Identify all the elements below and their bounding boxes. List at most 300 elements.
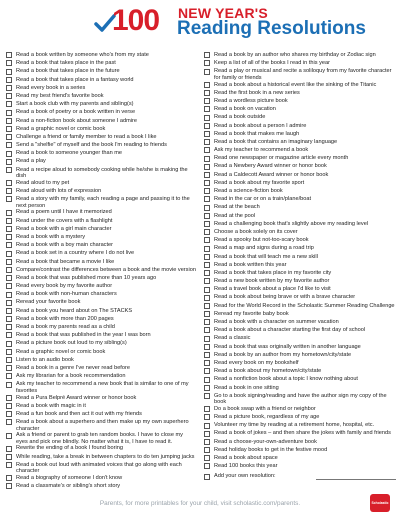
checklist-item bbox=[6, 411, 196, 419]
checkbox[interactable] bbox=[204, 352, 210, 358]
checklist-item bbox=[204, 368, 396, 376]
checklist-item-label: Read a book outside bbox=[214, 114, 266, 121]
checklist-item-label: Reread my favorite baby book bbox=[214, 310, 289, 317]
checklist-item-label: Read a book written by someone who's from my state bbox=[16, 52, 149, 58]
checkbox[interactable] bbox=[6, 324, 12, 330]
checkbox[interactable] bbox=[204, 229, 210, 235]
left-checklist bbox=[6, 52, 196, 491]
checklist-item-label: Read a classic bbox=[214, 335, 251, 342]
footer-text: Parents, for more printables for your child, visit scholastic.com/parents. bbox=[99, 500, 301, 507]
number-100: 100 bbox=[112, 4, 160, 37]
checklist-item-label: Read every book by my favorite author bbox=[16, 283, 113, 290]
checklist-item-label: Read a choose-your-own-adventure book bbox=[214, 438, 317, 445]
checklist-item-label: Read a book that was originally written in another language bbox=[214, 343, 361, 350]
checkbox[interactable] bbox=[6, 142, 12, 148]
checklist-item-label: Read 100 books this year bbox=[214, 463, 278, 470]
checkbox[interactable] bbox=[6, 151, 12, 157]
checkbox[interactable] bbox=[6, 118, 12, 124]
checkbox[interactable] bbox=[204, 131, 210, 137]
checkbox[interactable] bbox=[6, 267, 12, 273]
checkbox[interactable] bbox=[6, 341, 12, 347]
checklist-item bbox=[6, 403, 196, 411]
checklist-item bbox=[6, 234, 196, 242]
checklist-item bbox=[6, 395, 196, 403]
checkbox[interactable] bbox=[6, 210, 12, 216]
checklist-item-label: Read a graphic novel or comic book bbox=[16, 348, 106, 355]
checklist-item bbox=[204, 447, 396, 455]
checklist-item-label: Listen to an audio book bbox=[16, 356, 74, 363]
checklist-item-label: Read every book on my bookshelf bbox=[214, 359, 299, 366]
checklist-item-label: Ask a friend or parent to grab ten random books. I have to close my eyes and pick one blindly. No matter what it is, I have to read it. bbox=[16, 432, 183, 445]
checklist-item bbox=[6, 340, 196, 348]
checkbox[interactable] bbox=[204, 205, 210, 211]
checklist-item bbox=[6, 209, 196, 217]
checklist-item bbox=[204, 335, 396, 343]
checklist-item bbox=[204, 262, 396, 270]
checklist-item bbox=[6, 308, 196, 316]
checkbox[interactable] bbox=[204, 295, 210, 301]
checklist-item bbox=[204, 352, 396, 360]
checkbox[interactable] bbox=[204, 106, 210, 112]
checklist-item bbox=[6, 373, 196, 381]
checklist-item bbox=[204, 430, 396, 438]
checklist-item-label: Read a Pura Belpré Award winner or honor book bbox=[16, 394, 137, 401]
checklist-item-label: Read aloud to my pet bbox=[16, 179, 70, 186]
checklist-item-label: Read a book written this year bbox=[214, 261, 287, 268]
checklist-item bbox=[204, 327, 396, 335]
checklist-item-label: Read one newspaper or magazine article every month bbox=[214, 155, 349, 162]
checklist-item-label: Read a book that takes place in the future bbox=[16, 68, 120, 75]
checklist-item bbox=[204, 360, 396, 368]
checklist-item bbox=[204, 131, 396, 139]
checkbox[interactable] bbox=[204, 69, 210, 75]
checklist-item-label: Read a story with my family, each reading a page and passing it to the next person bbox=[16, 196, 190, 209]
checkbox[interactable] bbox=[204, 377, 210, 383]
checklist-item-label: Read a book with non-human characters bbox=[16, 291, 117, 298]
checklist-item-label: Read a book about my favorite sport bbox=[214, 179, 305, 186]
checkbox[interactable] bbox=[204, 385, 210, 391]
checklist-item-label: Read a recipe aloud to somebody cooking while he/she is making the dish bbox=[16, 166, 188, 180]
checklist-item-label: Read a book that became a movie I like bbox=[16, 258, 115, 265]
checklist-item-label: Go to a book signing/reading and have the author sign my copy of the book bbox=[214, 392, 387, 406]
checklist-item-label: Read a science-fiction book bbox=[214, 188, 283, 194]
checklist-item-label: Read a play bbox=[16, 158, 46, 165]
checklist-item bbox=[6, 365, 196, 373]
checklist-item-label: Read every book in a series bbox=[16, 84, 86, 91]
checklist-item-label: Read a book that was published in the year I was born bbox=[16, 332, 151, 339]
checkbox[interactable] bbox=[6, 292, 12, 298]
checklist-item-label: Read a fun book and then act it out with my friends bbox=[16, 410, 142, 417]
checklist-item-label: Compare/contrast the differences between a book and the movie version bbox=[16, 266, 196, 273]
checkbox[interactable] bbox=[6, 283, 12, 289]
checklist-item bbox=[6, 419, 196, 432]
checklist-item bbox=[204, 270, 396, 278]
checkbox[interactable] bbox=[6, 93, 12, 99]
checklist-item-label: Read a map and signs during a road trip bbox=[214, 245, 314, 252]
scholastic-logo: Scholastic bbox=[370, 494, 390, 512]
right-checklist bbox=[204, 52, 396, 480]
checklist-item-label: Read a book about my hometown/city/state bbox=[214, 368, 322, 375]
checkbox[interactable] bbox=[204, 455, 210, 461]
checklist-item-label: Read a non-fiction book about someone I admire bbox=[16, 117, 137, 124]
checkbox[interactable] bbox=[204, 98, 210, 104]
checkbox[interactable] bbox=[204, 180, 210, 186]
checkbox[interactable] bbox=[204, 60, 210, 66]
checkbox[interactable] bbox=[204, 82, 210, 88]
checkbox[interactable] bbox=[6, 251, 12, 257]
checklist-item bbox=[204, 155, 396, 163]
checklist-item bbox=[204, 106, 396, 114]
checkbox[interactable] bbox=[204, 139, 210, 145]
checklist-item bbox=[204, 172, 396, 180]
checklist-item-label: Read a book set in a country where I do not live bbox=[16, 250, 135, 257]
checkbox[interactable] bbox=[6, 60, 12, 66]
checklist-item-label: Read a graphic novel or comic book bbox=[16, 125, 106, 132]
checkbox[interactable] bbox=[6, 242, 12, 248]
checklist-item-label: Read at the pool bbox=[214, 212, 256, 219]
checklist-item-label: Read a play or musical and recite a soliloquy from my favorite character for family or friends bbox=[214, 68, 392, 81]
checklist-item bbox=[204, 60, 396, 68]
checklist-item-label: Read a travel book about a place I'd like to visit bbox=[214, 286, 331, 293]
checkbox[interactable] bbox=[6, 110, 12, 116]
checklist-item-label: Read a classmate's or sibling's short story bbox=[16, 483, 121, 490]
checklist-item bbox=[204, 311, 396, 319]
checklist-item bbox=[6, 68, 196, 76]
checkbox[interactable] bbox=[204, 431, 210, 437]
checkbox[interactable] bbox=[6, 395, 12, 401]
checklist-item bbox=[204, 82, 396, 90]
checklist-item-label: Choose a book solely on its cover bbox=[214, 228, 298, 235]
checkbox[interactable] bbox=[204, 237, 210, 243]
checkbox[interactable] bbox=[6, 349, 12, 355]
checklist-item bbox=[204, 245, 396, 253]
checklist-item bbox=[6, 316, 196, 324]
checklist-item bbox=[6, 324, 196, 332]
checklist-item bbox=[204, 439, 396, 447]
checklist-item bbox=[6, 118, 196, 126]
title-reading-resolutions: Reading Resolutions bbox=[177, 18, 366, 39]
checklist-item-label: Read a book that takes place in my favorite city bbox=[214, 269, 332, 276]
checklist-item bbox=[204, 196, 396, 204]
checkbox[interactable] bbox=[204, 336, 210, 342]
checklist-item-label: Read a book about a character starting the first day of school bbox=[214, 327, 366, 334]
checklist-item bbox=[204, 237, 396, 245]
checkbox[interactable] bbox=[6, 52, 12, 58]
checkbox[interactable] bbox=[204, 327, 210, 333]
checklist-item bbox=[204, 180, 396, 188]
checkbox[interactable] bbox=[6, 77, 12, 83]
checklist-item bbox=[6, 218, 196, 226]
checkbox[interactable] bbox=[6, 483, 12, 489]
checklist-item-label: Read a book my parents read as a child bbox=[16, 324, 115, 330]
checklist-item-label: Read at the beach bbox=[214, 204, 260, 211]
checklist-item bbox=[6, 349, 196, 357]
checklist-item bbox=[6, 150, 196, 158]
checkbox[interactable] bbox=[204, 115, 210, 121]
checkbox[interactable] bbox=[204, 156, 210, 162]
checklist-item bbox=[204, 393, 396, 406]
checkbox[interactable] bbox=[6, 462, 12, 468]
checkbox[interactable] bbox=[204, 319, 210, 325]
checkbox[interactable] bbox=[6, 300, 12, 306]
checkbox[interactable] bbox=[6, 308, 12, 314]
checkbox[interactable] bbox=[6, 419, 12, 425]
checkbox[interactable] bbox=[204, 447, 210, 453]
checklist-item-label: Read a book that takes place in a fantasy world bbox=[16, 76, 134, 83]
checkbox[interactable] bbox=[204, 246, 210, 252]
checklist-item bbox=[204, 98, 396, 106]
checklist-item-label: Read a book with more than 200 pages bbox=[16, 315, 114, 322]
checklist-item bbox=[204, 139, 396, 147]
header bbox=[0, 0, 400, 42]
checkbox[interactable] bbox=[6, 259, 12, 265]
checkbox[interactable] bbox=[6, 167, 12, 173]
checkbox[interactable] bbox=[204, 463, 210, 469]
checkbox[interactable] bbox=[6, 196, 12, 202]
checkbox[interactable] bbox=[6, 134, 12, 140]
checklist-item bbox=[6, 357, 196, 365]
checklist-item bbox=[204, 114, 396, 122]
checklist-item-label: Read holiday books to get in the festive mood bbox=[214, 446, 328, 453]
checklist-item bbox=[6, 381, 196, 394]
checklist-item-label: Send a "shelfie" of myself and the book I'm reading to friends bbox=[16, 142, 167, 149]
checklist-item-label: Read a book in one sitting bbox=[214, 384, 279, 391]
checklist-item-label: Ask my teacher to recommend a new book that is similar to one of my favorites bbox=[16, 381, 189, 394]
checklist-item-label: Read for the World Record in the Scholastic Summer Reading Challenge bbox=[214, 302, 395, 309]
checklist-item-label: Read under the covers with a flashlight bbox=[16, 217, 113, 224]
checklist-item-label: Read a book that was published more than 10 years ago bbox=[16, 274, 157, 281]
checklist-item-label: Rewrite the ending of a book I found boring bbox=[16, 445, 123, 452]
checklist-item-label: Read a book that makes me laugh bbox=[214, 130, 300, 137]
checkbox[interactable] bbox=[204, 423, 210, 429]
checklist-item-label: Read a book about a superhero and then make up my own superhero character bbox=[16, 419, 189, 432]
checklist-item bbox=[204, 303, 396, 311]
checklist-item bbox=[6, 242, 196, 250]
checklist-item bbox=[204, 319, 396, 327]
checklist-item-label: Read a book with a boy main character bbox=[16, 242, 114, 249]
checkbox[interactable] bbox=[6, 226, 12, 232]
checklist-item bbox=[204, 286, 396, 294]
checkbox[interactable] bbox=[204, 360, 210, 366]
checkbox[interactable] bbox=[6, 188, 12, 194]
checkbox[interactable] bbox=[204, 213, 210, 219]
checklist-item-label: Read a book of poetry or a book written in verse bbox=[16, 109, 136, 116]
checkbox[interactable] bbox=[204, 172, 210, 178]
checkbox[interactable] bbox=[204, 414, 210, 420]
checklist-item-label: Read a book that will teach me a new skill bbox=[214, 253, 318, 260]
checklist-item-label: Read a picture book out loud to my sibling(s) bbox=[16, 340, 127, 347]
checklist-item bbox=[204, 278, 396, 286]
checklist-item bbox=[6, 142, 196, 150]
checklist-item bbox=[6, 85, 196, 93]
checklist-item-label: Reread your favorite book bbox=[16, 299, 81, 306]
checklist-item bbox=[6, 259, 196, 267]
checklist-item-label: Read a book by an author from my hometown/city/state bbox=[214, 351, 352, 358]
checklist-item bbox=[6, 226, 196, 234]
checklist-item bbox=[204, 52, 396, 60]
checkbox[interactable] bbox=[6, 275, 12, 281]
checklist-item bbox=[6, 332, 196, 340]
checkbox[interactable] bbox=[204, 393, 210, 399]
checklist-item bbox=[204, 254, 396, 262]
checkbox[interactable] bbox=[6, 332, 12, 338]
checklist-item bbox=[6, 134, 196, 142]
checkbox[interactable] bbox=[204, 344, 210, 350]
checklist-item-label: Read a book with a mystery bbox=[16, 233, 86, 240]
checklist-item-label: Read aloud with lots of expression bbox=[16, 188, 102, 194]
checklist-item bbox=[204, 123, 396, 131]
checklist-item bbox=[6, 167, 196, 180]
checkbox[interactable] bbox=[204, 90, 210, 96]
checklist-item-label: Read a nonfiction book about a topic I know nothing about bbox=[214, 376, 358, 383]
checklist-item-label: Do a book swap with a friend or neighbor bbox=[214, 405, 316, 412]
checklist-item bbox=[204, 422, 396, 430]
checklist-item-label: Read a book with a character on summer vacation bbox=[214, 319, 339, 325]
checkbox[interactable] bbox=[6, 218, 12, 224]
checklist-item bbox=[6, 283, 196, 291]
checkbox[interactable] bbox=[6, 446, 12, 452]
checklist-item-label: Read a book out loud with animated voices that go along with each character bbox=[16, 461, 182, 475]
checkbox[interactable] bbox=[204, 188, 210, 194]
checkbox[interactable] bbox=[6, 316, 12, 322]
checklist-item-label: Read a book about a historical event like the sinking of the Titanic bbox=[214, 81, 377, 88]
checkbox[interactable] bbox=[6, 433, 12, 439]
checkbox[interactable] bbox=[204, 406, 210, 412]
checklist-item bbox=[6, 483, 196, 491]
checklist-item bbox=[204, 455, 396, 463]
checkbox[interactable] bbox=[204, 303, 210, 309]
checkbox[interactable] bbox=[6, 454, 12, 460]
checklist-item bbox=[204, 385, 396, 393]
checklist-item-label: Read a book with a girl main character bbox=[16, 225, 112, 232]
checklist-item bbox=[204, 406, 396, 414]
checkbox[interactable] bbox=[204, 196, 210, 202]
checklist-item-label: Read a book in a genre I've never read before bbox=[16, 364, 130, 371]
checkbox[interactable] bbox=[6, 403, 12, 409]
checklist-item bbox=[6, 188, 196, 196]
checklist-item-label: Read my best friend's favorite book bbox=[16, 92, 104, 99]
checklist-item bbox=[6, 275, 196, 283]
checkbox[interactable] bbox=[204, 221, 210, 227]
checklist-item-label: Read a book to someone younger than me bbox=[16, 150, 123, 157]
checkbox[interactable] bbox=[6, 126, 12, 132]
checkbox[interactable] bbox=[204, 123, 210, 129]
checklist-item-label: Read a book you heard about on The STACKS bbox=[16, 307, 133, 314]
checkbox[interactable] bbox=[204, 311, 210, 317]
checklist-item bbox=[6, 93, 196, 101]
checkbox[interactable] bbox=[204, 254, 210, 260]
checklist-item bbox=[6, 196, 196, 209]
checklist-item-label: Read in the car or on a train/plane/boat bbox=[214, 196, 312, 203]
checklist-item-label: Ask my librarian for a book recommendation bbox=[16, 373, 126, 380]
checklist-item-label: Read a book about a person I admire bbox=[214, 122, 307, 129]
checkbox[interactable] bbox=[6, 234, 12, 240]
checklist-item bbox=[204, 376, 396, 384]
checklist-item-label: Read a biography of someone I don't know bbox=[16, 475, 123, 481]
checklist-item-label: Read a book that contains an imaginary language bbox=[214, 138, 338, 145]
checkbox[interactable] bbox=[204, 164, 210, 170]
checkbox[interactable] bbox=[204, 52, 210, 58]
checklist-item bbox=[204, 204, 396, 212]
checklist-item bbox=[204, 188, 396, 196]
checklist-item-label: Challenge a friend or family member to read a book I like bbox=[16, 133, 157, 140]
checkbox[interactable] bbox=[204, 287, 210, 293]
checklist-item-label: Read a book of jokes – and then share the jokes with family and friends bbox=[214, 430, 391, 437]
checklist-item-label: Read a wordless picture book bbox=[214, 97, 288, 104]
checkbox[interactable] bbox=[6, 357, 12, 363]
checklist-item bbox=[204, 344, 396, 352]
checkbox[interactable] bbox=[6, 69, 12, 75]
checkbox[interactable] bbox=[6, 365, 12, 371]
checklist-item-label: Read a book on vacation bbox=[214, 106, 276, 113]
checklist-item-label: Read a book with magic in it bbox=[16, 402, 86, 409]
checkbox[interactable] bbox=[6, 85, 12, 91]
checklist-item bbox=[204, 463, 396, 471]
checklist-item bbox=[6, 158, 196, 166]
checklist-item-label: Read a poem until I have it memorized bbox=[16, 209, 112, 216]
checklist-item bbox=[6, 445, 196, 453]
checklist-item bbox=[6, 109, 196, 117]
checklist-item-label: Add your own resolution: bbox=[214, 472, 276, 479]
checkbox[interactable] bbox=[204, 147, 210, 153]
checklist-item bbox=[6, 77, 196, 85]
checklist-item bbox=[204, 213, 396, 221]
checklist-item-label: Volunteer my time by reading at a retirement home, hospital, etc. bbox=[214, 422, 375, 429]
checklist-item-label: Read a book by an author who shares my birthday or Zodiac sign bbox=[214, 52, 376, 58]
checklist-item bbox=[6, 250, 196, 258]
checklist-item bbox=[204, 471, 396, 479]
checkbox[interactable] bbox=[6, 373, 12, 379]
checkbox[interactable] bbox=[204, 262, 210, 268]
checklist-item bbox=[204, 163, 396, 171]
checkbox[interactable] bbox=[204, 439, 210, 445]
checklist-item-label: Read a Caldecott Award winner or honor book bbox=[214, 171, 329, 178]
checkbox[interactable] bbox=[6, 475, 12, 481]
checklist-item bbox=[6, 291, 196, 299]
checklist-item-label: While reading, take a break in between chapters to do ten jumping jacks bbox=[16, 453, 195, 460]
checklist-item-label: Read a picture book, regardless of my age bbox=[214, 414, 320, 421]
checklist-item-label: Read the first book in a new series bbox=[214, 89, 300, 96]
checkbox[interactable] bbox=[204, 270, 210, 276]
resolution-write-in-line[interactable] bbox=[316, 474, 396, 480]
checklist-item bbox=[6, 475, 196, 483]
checklist-item bbox=[6, 126, 196, 134]
checklist-item bbox=[6, 454, 196, 462]
checkbox[interactable] bbox=[6, 159, 12, 165]
checklist-item-label: Ask my teacher to recommend a book bbox=[214, 147, 309, 154]
checklist-item bbox=[204, 90, 396, 98]
checkbox[interactable] bbox=[204, 368, 210, 374]
checkbox[interactable] bbox=[6, 411, 12, 417]
checklist-item bbox=[6, 299, 196, 307]
checklist-item bbox=[204, 147, 396, 155]
checklist-item-label: Keep a list of all of the books I read in this year bbox=[214, 60, 330, 67]
checkbox[interactable] bbox=[6, 382, 12, 388]
checklist-item bbox=[204, 221, 396, 229]
checklist-item-label: Read a challenging book that's slightly above my reading level bbox=[214, 220, 369, 227]
checkbox[interactable] bbox=[6, 101, 12, 107]
checklist-item bbox=[6, 180, 196, 188]
checkbox[interactable] bbox=[204, 278, 210, 284]
checklist-item-label: Read a spooky but not-too-scary book bbox=[214, 237, 309, 244]
checklist-item-label: Read a book about being brave or with a brave character bbox=[214, 294, 356, 301]
checklist-item bbox=[6, 462, 196, 475]
checklist-item bbox=[6, 432, 196, 445]
checkbox[interactable] bbox=[6, 180, 12, 186]
checkbox[interactable] bbox=[204, 474, 210, 480]
checklist-item bbox=[204, 68, 396, 81]
checklist-item bbox=[204, 414, 396, 422]
